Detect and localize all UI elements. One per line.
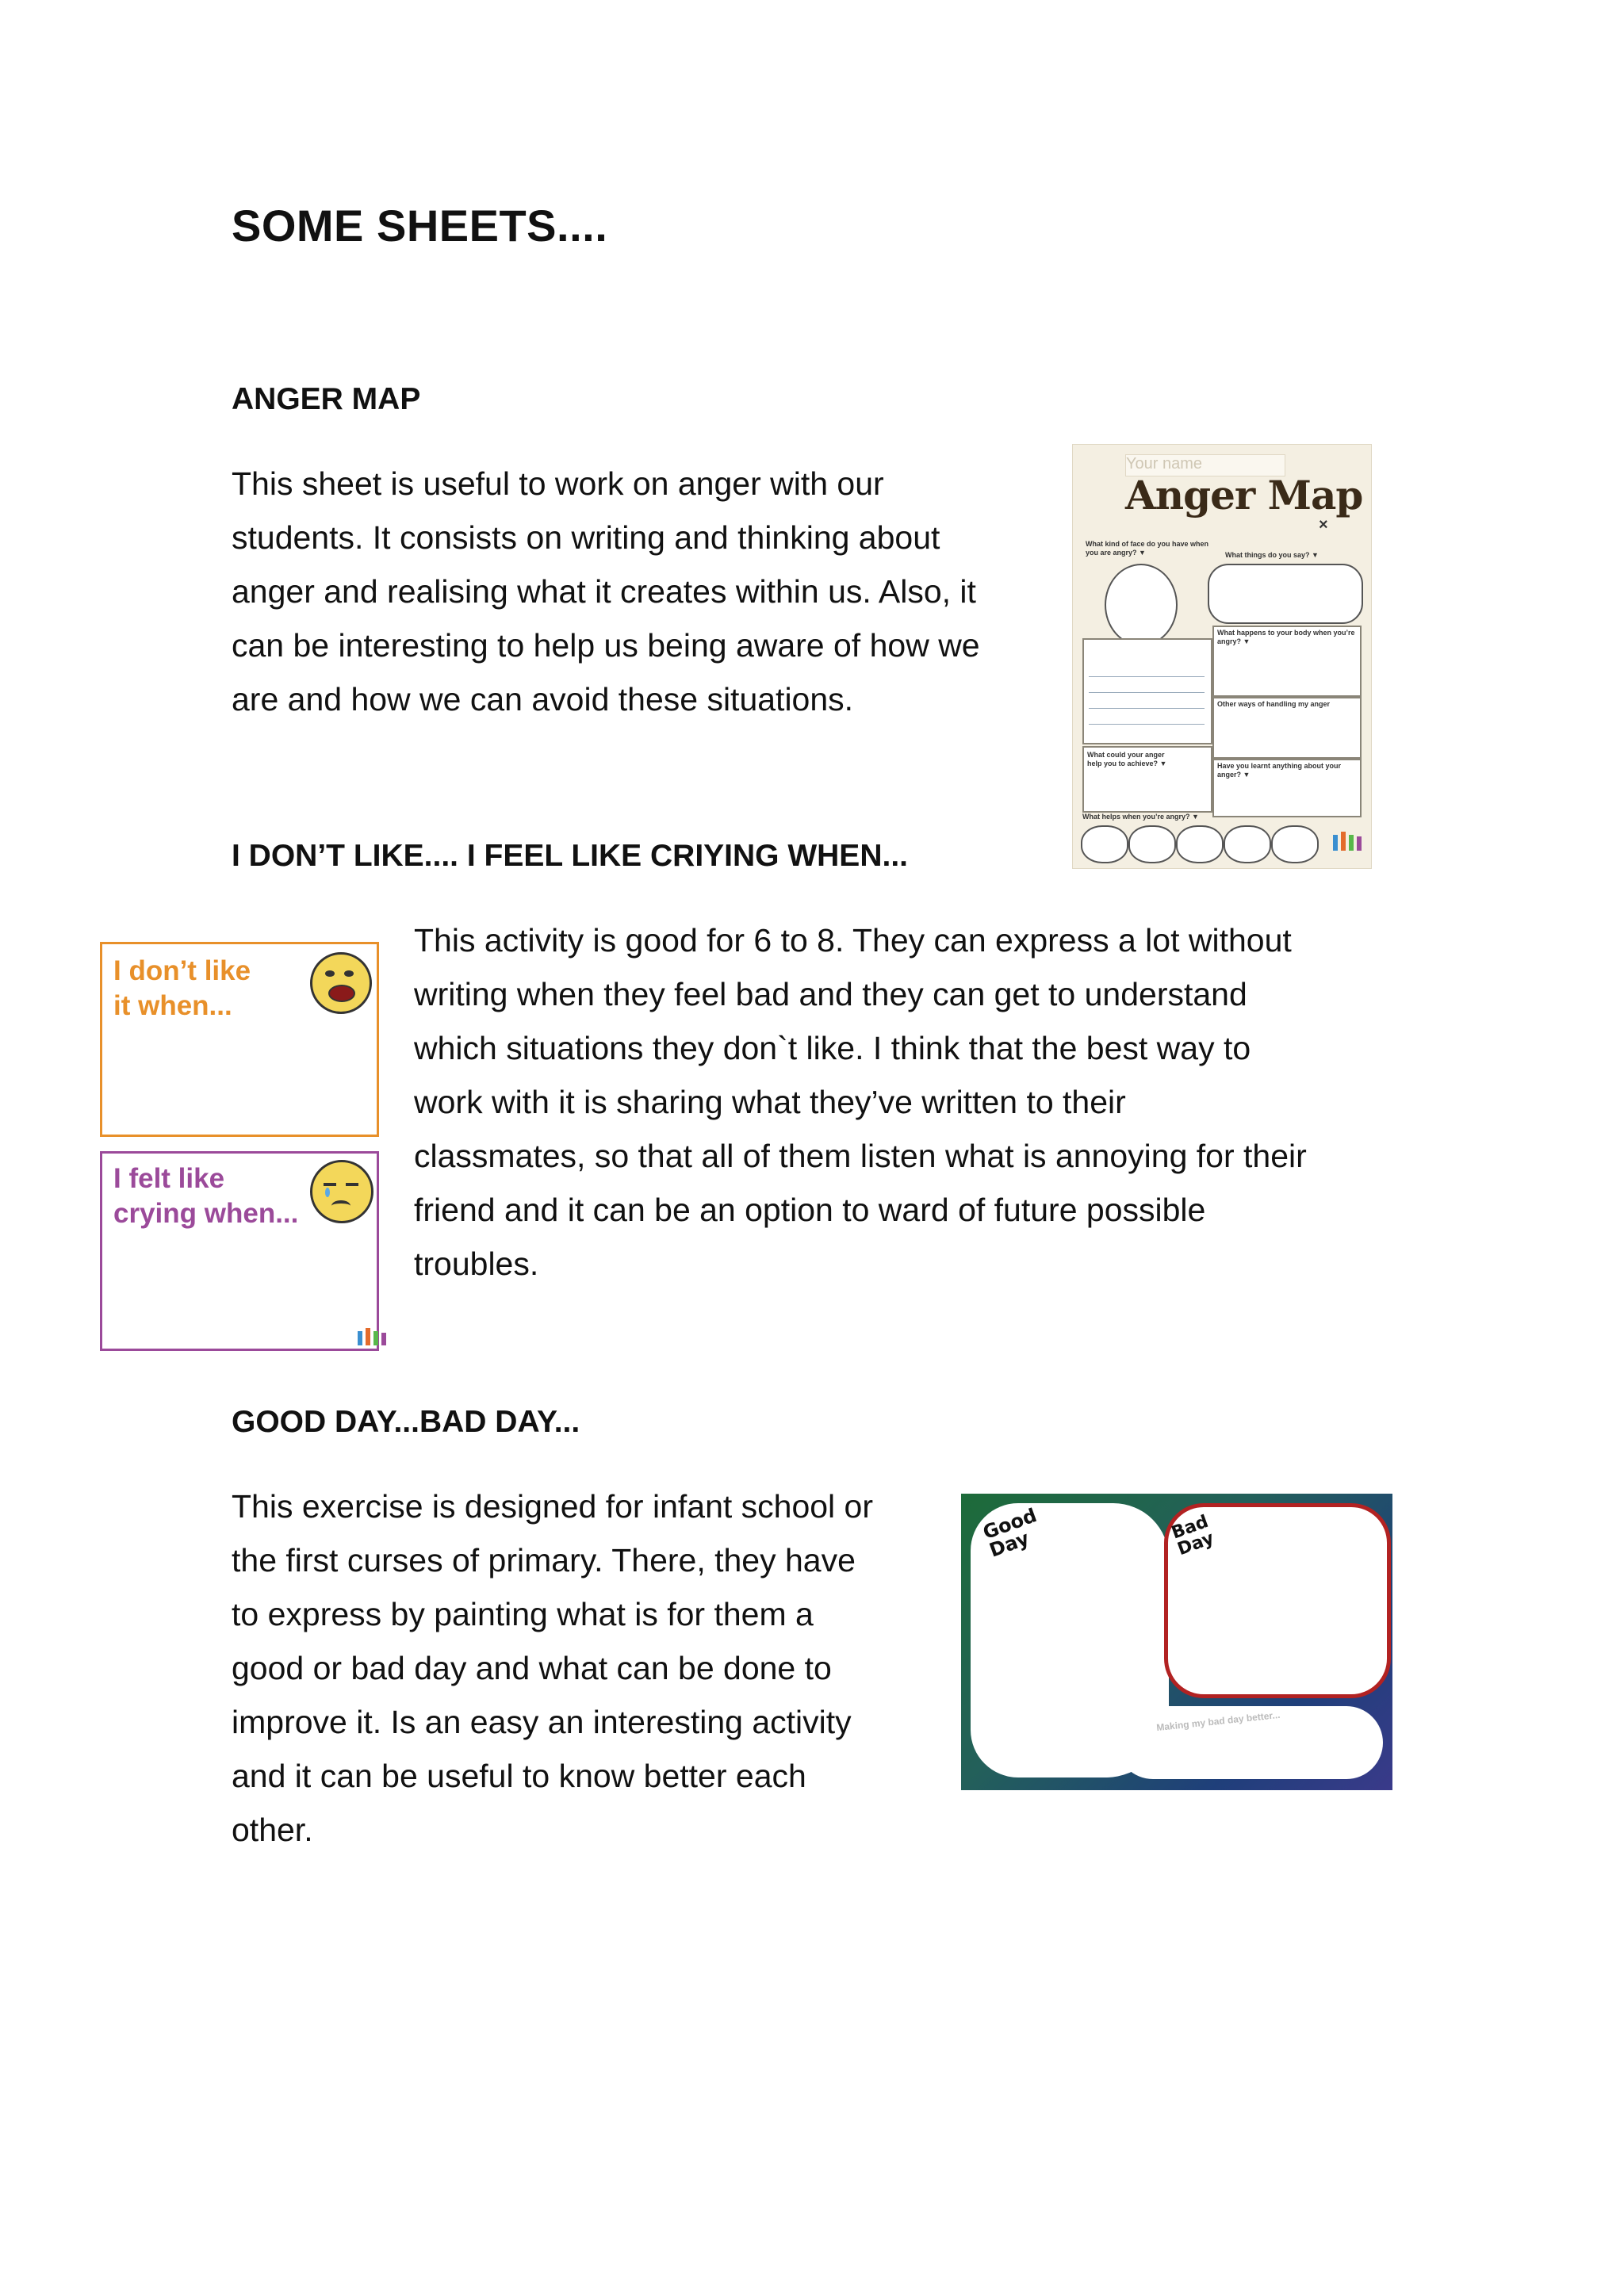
section-text-anger-map: This sheet is useful to work on anger with our students. It consists on writing and thinking about anger and realising what it creates within us. Also, it can be interesting to help us being aware of how we are and how we can avoid these situations. [232, 465, 980, 718]
crying-face-icon [310, 1160, 373, 1223]
q-face: What kind of face do you have when you are angry? ▼ [1086, 540, 1209, 557]
q-say: What things do you say? ▼ [1225, 551, 1319, 559]
section-title-anger-map: ANGER MAP [232, 382, 421, 416]
dont-like-card-text: I don’t like it when... [113, 955, 251, 1021]
helps-cloud [1224, 825, 1271, 863]
section-text-good-bad: This exercise is designed for infant school or the first curses of primary. There, they have to express by painting what is for them a good or bad day and what can be done to improve it. Is an easy an interesting activity and it can be useful to know better each other. [232, 1488, 874, 1848]
q-achieve: What could your anger help you to achieve? ▼ [1087, 751, 1167, 767]
section-title-good-bad: GOOD DAY...BAD DAY... [232, 1405, 580, 1439]
felt-like-crying-card-image [100, 1151, 379, 1351]
better-day-label: Making my bad day better... [1155, 1709, 1281, 1734]
helps-cloud [1081, 825, 1128, 863]
good-day-label: Good Day [979, 1504, 1040, 1562]
cross-icon: × [1319, 516, 1328, 534]
your-name-field: Your name [1125, 454, 1285, 476]
angry-face-icon [310, 952, 372, 1014]
q-helps: What helps when you’re angry? ▼ [1082, 813, 1199, 821]
section-text-dont-like: This activity is good for 6 to 8. They can express a lot without writing when they feel bad and they can get to understand which situations they don`t like. I think that the best way to work with it is sharing what they’ve written to their classmates, so that all of them listen what is annoying for their friend and it can be an option to ward of future possible troubles. [414, 922, 1307, 1282]
page-title: SOME SHEETS.... [232, 201, 608, 251]
anger-map-sheet-image [1072, 444, 1372, 869]
anger-map-title: Anger Map [1125, 472, 1363, 519]
helps-cloud [1271, 825, 1319, 863]
helps-cloud [1128, 825, 1176, 863]
q-body: What happens to your body when you’re angry? ▼ [1217, 629, 1355, 645]
good-bad-day-sheet-image [961, 1494, 1392, 1790]
dont-like-card-image [100, 942, 379, 1137]
face-outline [1105, 564, 1178, 646]
bad-day-label: Bad Day [1169, 1511, 1217, 1560]
q-learnt: Have you learnt anything about your anger? ▼ [1217, 762, 1342, 779]
q-other: Other ways of handling my anger [1217, 700, 1331, 708]
crying-card-text: I felt like crying when... [113, 1163, 299, 1229]
helps-cloud [1176, 825, 1224, 863]
section-title-dont-like: I DON’T LIKE.... I FEEL LIKE CRIYING WHEN... [232, 839, 908, 873]
people-logo-icon [356, 1326, 388, 1347]
people-logo-icon [1331, 828, 1363, 851]
speech-bubble [1208, 564, 1363, 624]
behave-box [1082, 638, 1212, 744]
